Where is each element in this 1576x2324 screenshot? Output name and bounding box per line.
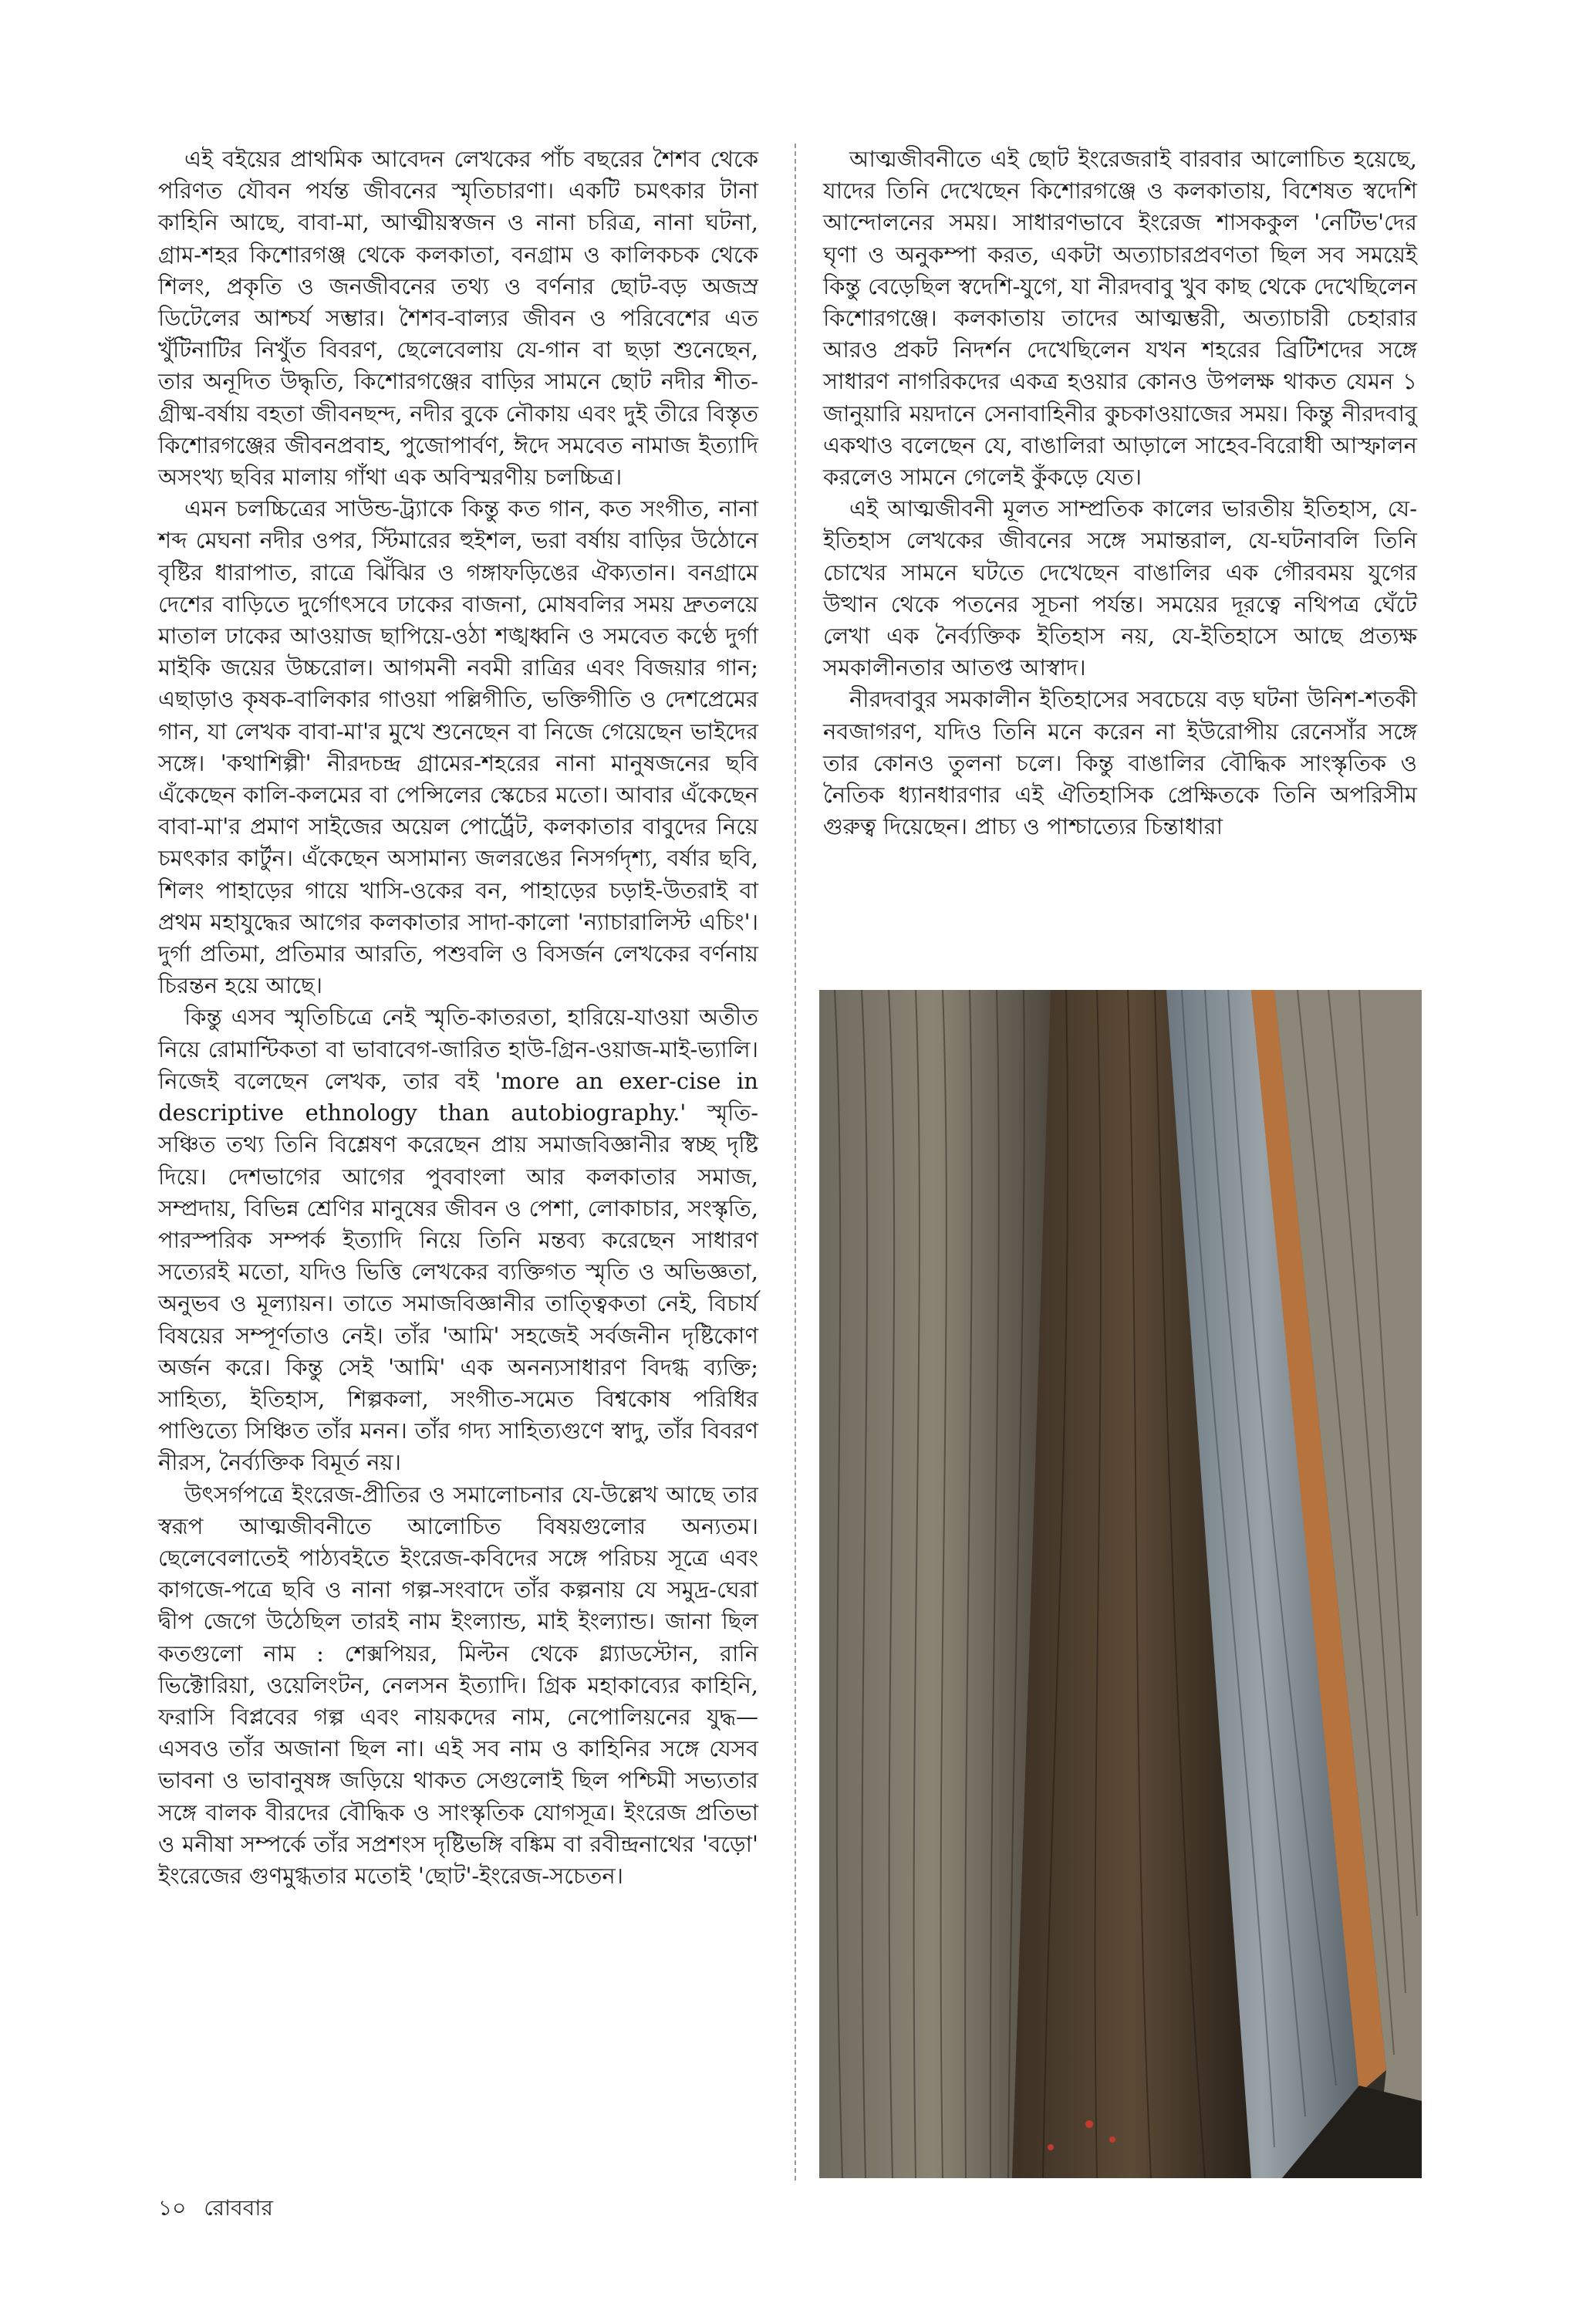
right-paragraph-2: এই আত্মজীবনী মূলত সাম্প্রতিক কালের ভারতীয় ইতিহাস, যে-ইতিহাস লেখকের জীবনের সঙ্গে সমান্তরাল, যে-ঘটনাবলি তিনি চোখের সামনে ঘটতে দেখেছেন বাঙালির এক গৌরবময় যুগের উত্থান থেকে পতনের সূচনা পর্যন্ত। সময়ের দূরত্বে নথিপত্র ঘেঁটে লেখা এক নৈর্ব্যক্তিক ইতিহাস নয়, যে-ইতিহাসে আছে প্রত্যক্ষ সমকালীনতার আতপ্ত আস্বাদ।	[823, 495, 1417, 681]
left-paragraph-4: উৎসর্গপত্রে ইংরেজ-প্রীতির ও সমালোচনার যে-উল্লেখ আছে তার স্বরূপ আত্মজীবনীতে আলোচিত বিষয়গুলোর অন্যতম। ছেলেবেলাতেই পাঠ্যবইতে ইংরেজ-কবিদের সঙ্গে পরিচয় সূত্রে এবং কাগজে-পত্রে ছবি ও নানা গল্প-সংবাদে তাঁর কল্পনায় যে সমুদ্র-ঘেরা দ্বীপ জেগে উঠেছিল তারই নাম ইংল্যান্ড, মাই ইংল্যান্ড। জানা ছিল কতগুলো নাম : শেক্সপিয়র, মিল্টন থেকে গ্ল্যাডস্টোন, রানি ভিক্টোরিয়া, ওয়েলিংটন, নেলসন ইত্যাদি। গ্রিক মহাকাব্যের কাহিনি, ফরাসি বিপ্লবের গল্প এবং নায়কদের নাম, নেপোলিয়নের যুদ্ধ—এসবও তাঁর অজানা ছিল না। এই সব নাম ও কাহিনির সঙ্গে যেসব ভাবনা ও ভাবানুষঙ্গ জড়িয়ে থাকত সেগুলোই ছিল পশ্চিমী সভ্যতার সঙ্গে বালক বীরদের বৌদ্ধিক ও সাংস্কৃতিক যোগসূত্র। ইংরেজ প্রতিভা ও মনীষা সম্পর্কে তাঁর সপ্রশংস দৃষ্টিভঙ্গি বঙ্কিম বা রবীন্দ্রনাথের 'বড়ো' ইংরেজের গুণমুগ্ধতার মতোই 'ছোট'-ইংরেজ-সচেতন।	[158, 1481, 758, 1889]
left-paragraph-3: কিন্তু এসব স্মৃতিচিত্রে নেই স্মৃতি-কাতরতা, হারিয়ে-যাওয়া অতীত নিয়ে রোমান্টিকতা বা ভাবাবেগ-জারিত হাউ-গ্রিন-ওয়াজ-মাই-ভ্যালি। নিজেই বলেছেন লেখক, তার বই 'more an exer-cise in descriptive ethnology than autobiography.' স্মৃতি-সঞ্চিত তথ্য তিনি বিশ্লেষণ করেছেন প্রায় সমাজবিজ্ঞানীর স্বচ্ছ দৃষ্টি দিয়ে। দেশভাগের আগের পুববাংলা আর কলকাতার সমাজ, সম্প্রদায়, বিভিন্ন শ্রেণির মানুষের জীবন ও পেশা, লোকাচার, সংস্কৃতি, পারস্পরিক সম্পর্ক ইত্যাদি নিয়ে তিনি মন্তব্য করেছেন সাধারণ সত্যেরই মতো, যদিও ভিত্তি লেখকের ব্যক্তিগত স্মৃতি ও অভিজ্ঞতা, অনুভব ও মূল্যায়ন। তাতে সমাজবিজ্ঞানীর তাত্ত্বিকতা নেই, বিচার্য বিষয়ের সম্পূর্ণতাও নেই। তাঁর 'আমি' সহজেই সর্বজনীন দৃষ্টিকোণ অর্জন করে। কিন্তু সেই 'আমি' এক অনন্যসাধারণ বিদগ্ধ ব্যক্তি; সাহিত্য, ইতিহাস, শিল্পকলা, সংগীত-সমেত বিশ্বকোষ পরিধির পাণ্ডিত্যে সিঞ্চিত তাঁর মনন। তাঁর গদ্য সাহিত্যগুণে স্বাদু, তাঁর বিবরণ নীরস, নৈর্ব্যক্তিক বিমূর্ত নয়।	[158, 1004, 759, 1476]
left-paragraph-2: এমন চলচ্চিত্রের সাউন্ড-ট্র্যাকে কিন্তু কত গান, কত সংগীত, নানা শব্দ মেঘনা নদীর ওপর, স্টিমারের হুইশল, ভরা বর্ষায় বাড়ির উঠোনে বৃষ্টির ধারাপাত, রাত্রে ঝিঁঝির ও গঙ্গাফড়িঙের ঐক্যতান। বনগ্রামে দেশের বাড়িতে দুর্গোৎসবে ঢাকের বাজনা, মোষবলির সময় দ্রুতলয়ে মাতাল ঢাকের আওয়াজ ছাপিয়ে-ওঠা শঙ্খধ্বনি ও সমবেত কণ্ঠে দুর্গা মাইকি জয়ের উচ্চরোল। আগমনী নবমী রাত্রির এবং বিজয়ার গান; এছাড়াও কৃষক-বালিকার গাওয়া পল্লিগীতি, ভক্তিগীতি ও দেশপ্রেমের গান, যা লেখক বাবা-মা'র মুখে শুনেছেন বা নিজে গেয়েছেন ভাইদের সঙ্গে। 'কথাশিল্পী' নীরদচন্দ্র গ্রামের-শহরের নানা মানুষজনের ছবি এঁকেছেন কালি-কলমের বা পেন্সিলের স্কেচের মতো। আবার এঁকেছেন বাবা-মা'র প্রমাণ সাইজের অয়েল পোর্ট্রেট, কলকাতার বাবুদের নিয়ে চমৎকার কার্টুন। এঁকেছেন অসামান্য জলরঙের নিসর্গদৃশ্য, বর্ষার ছবি, শিলং পাহাড়ের গায়ে খাসি-ওকের বন, পাহাড়ের চড়াই-উতরাই বা প্রথম মহাযুদ্ধের আগের কলকাতার সাদা-কালো 'ন্যাচারালিস্ট এচিং'। দুর্গা প্রতিমা, প্রতিমার আরতি, পশুবলি ও বিসর্জন লেখকের বর্ণনায় চিরন্তন হয়ে আছে।	[158, 495, 758, 999]
left-column	[158, 144, 758, 1892]
magazine-name: রোববার	[204, 2195, 273, 2221]
right-column	[823, 144, 1417, 843]
right-paragraph-3: নীরদবাবুর সমকালীন ইতিহাসের সবচেয়ে বড় ঘটনা উনিশ-শতকী নবজাগরণ, যদিও তিনি মনে করেন না ইউরোপীয় রেনেসাঁর সঙ্গে তার কোনও তুলনা চলে। কিন্তু বাঙালির বৌদ্ধিক সাংস্কৃতিক ও নৈতিক ধ্যানধারণার এই ঐতিহাসিক প্রেক্ষিতকে তিনি অপরিসীম গুরুত্ব দিয়েছেন। প্রাচ্য ও পাশ্চাত্যের চিন্তাধারা	[823, 686, 1417, 840]
page-number: ১০	[158, 2195, 187, 2221]
column-divider	[795, 144, 797, 2180]
old-book-photo	[819, 990, 1422, 2178]
right-paragraph-1: আত্মজীবনীতে এই ছোট ইংরেজরাই বারবার আলোচিত হয়েছে, যাদের তিনি দেখেছেন কিশোরগঞ্জে ও কলকাতায়, বিশেষত স্বদেশি আন্দোলনের সময়। সাধারণভাবে ইংরেজ শাসককুল 'নেটিভ'দের ঘৃণা ও অনুকম্পা করত, একটা অত্যাচারপ্রবণতা ছিল সব সময়েই কিন্তু বেড়েছিল স্বদেশি-যুগে, যা নীরদবাবু খুব কাছ থেকে দেখেছিলেন কিশোরগঞ্জে। কলকাতায় তাদের আত্মম্ভরী, অত্যাচারী চেহারার আরও প্রকট নিদর্শন দেখেছিলেন যখন শহরের ব্রিটিশদের সঙ্গে সাধারণ নাগরিকদের একত্র হওয়ার কোনও উপলক্ষ থাকত যেমন ১ জানুয়ারি ময়দানে সেনাবাহিনীর কুচকাওয়াজের সময়। কিন্তু নীরদবাবু একথাও বলেছেন যে, বাঙালিরা আড়ালে সাহেব-বিরোধী আস্ফালন করলেও সামনে গেলেই কুঁকড়ে যেত।	[823, 146, 1417, 491]
page-footer	[158, 2191, 284, 2228]
left-paragraph-1: এই বইয়ের প্রাথমিক আবেদন লেখকের পাঁচ বছরের শৈশব থেকে পরিণত যৌবন পর্যন্ত জীবনের স্মৃতিচারণা। একটি চমৎকার টানা কাহিনি আছে, বাবা-মা, আত্মীয়স্বজন ও নানা চরিত্র, নানা ঘটনা, গ্রাম-শহর কিশোরগঞ্জ থেকে কলকাতা, বনগ্রাম ও কালিকচক থেকে শিলং, প্রকৃতি ও জনজীবনের তথ্য ও বর্ণনার ছোট-বড় অজস্র ডিটেলের আশ্চর্য সম্ভার। শৈশব-বাল্যর জীবন ও পরিবেশের এত খুঁটিনাটির নিখুঁত বিবরণ, ছেলেবেলায় যে-গান বা ছড়া শুনেছেন, তার অনূদিত উদ্ধৃতি, কিশোরগঞ্জের বাড়ির সামনে ছোট নদীর শীত-গ্রীষ্ম-বর্ষায় বহতা জীবনছন্দ, নদীর বুকে নৌকায় এবং দুই তীরে বিস্তৃত কিশোরগঞ্জের জীবনপ্রবাহ, পুজোপার্বণ, ঈদে সমবেত নামাজ ইত্যাদি অসংখ্য ছবির মালায় গাঁথা এক অবিস্মরণীয় চলচ্চিত্র।	[158, 146, 758, 491]
